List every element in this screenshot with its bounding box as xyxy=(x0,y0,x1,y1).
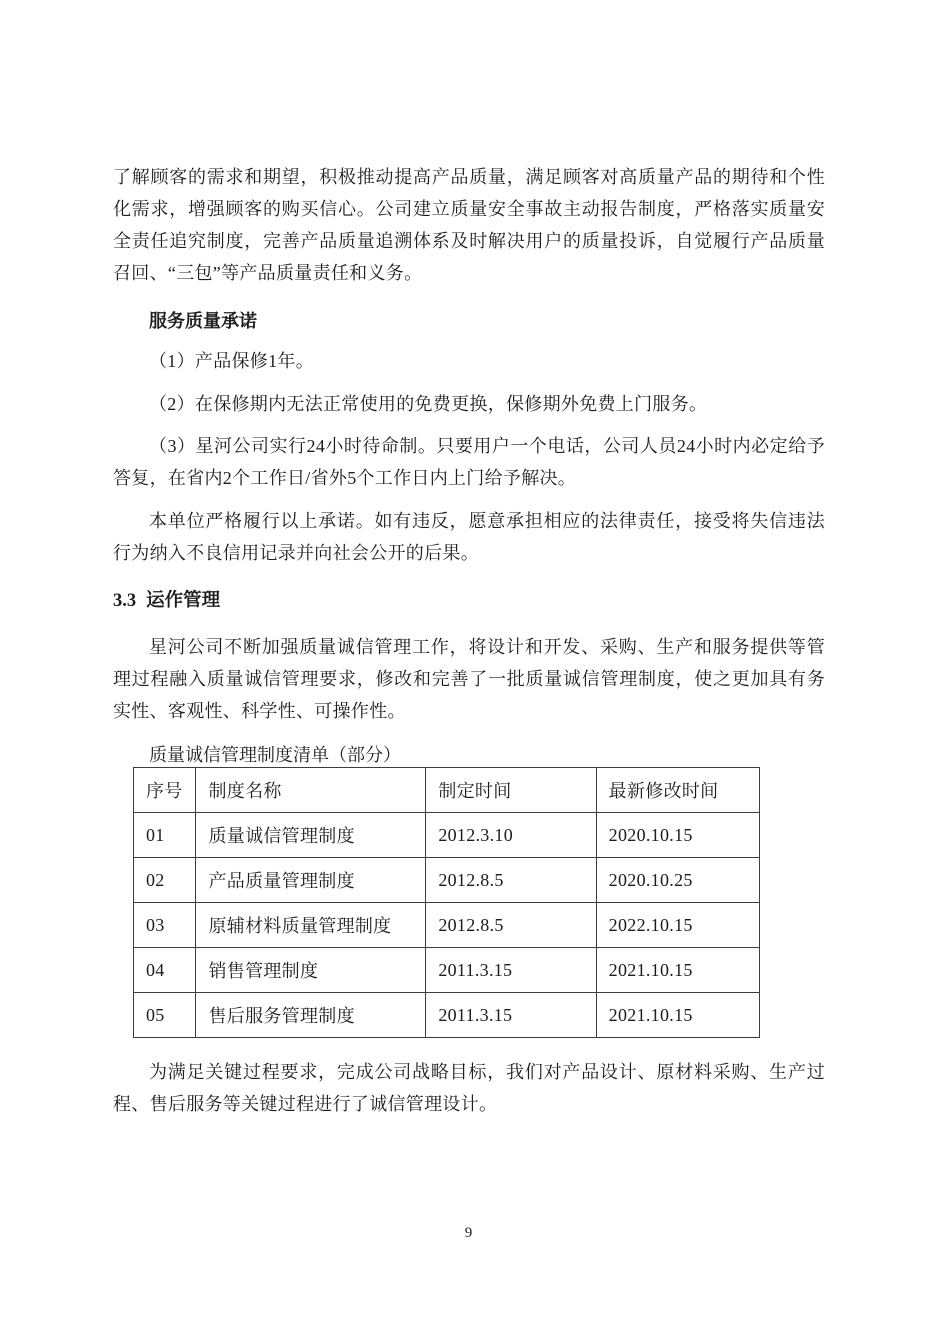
page-content xyxy=(113,161,825,1136)
header-modified-date: 最新修改时间 xyxy=(596,768,759,813)
service-item-2: （2）在保修期内无法正常使用的免费更换，保修期外免费上门服务。 xyxy=(149,394,708,414)
service-item-3: （3）星河公司实行24小时待命制。只要用户一个电话，公司人员24小时内必定给予答复，在省内2个工作日/省外5个工作日内上门给予解决。 xyxy=(113,436,825,488)
closing-paragraph: 为满足关键过程要求，完成公司战略目标，我们对产品设计、原材料采购、生产过程、售后服务等关键过程进行了诚信管理设计。 xyxy=(113,1062,825,1114)
cell-serial: 03 xyxy=(134,903,196,948)
cell-made-date: 2012.8.5 xyxy=(426,903,596,948)
header-made-date: 制定时间 xyxy=(426,768,596,813)
quality-rules-table xyxy=(133,767,760,1038)
cell-modified-date: 2022.10.15 xyxy=(596,903,759,948)
table-row xyxy=(134,993,760,1038)
service-item-1: （1）产品保修1年。 xyxy=(149,351,314,371)
table-row xyxy=(134,813,760,858)
cell-made-date: 2012.8.5 xyxy=(426,858,596,903)
cell-serial: 02 xyxy=(134,858,196,903)
intro-paragraph: 了解顾客的需求和期望，积极推动提高产品质量，满足顾客对高质量产品的期待和个性化需求，增强顾客的购买信心。公司建立质量安全事故主动报告制度，严格落实质量安全责任追究制度，完善产品质量追溯体系及时解决用户的质量投诉，自觉履行产品质量召回、“三包”等产品质量责任和义务。 xyxy=(113,167,825,283)
cell-rule-name: 原辅材料质量管理制度 xyxy=(196,903,426,948)
table-row xyxy=(134,858,760,903)
operation-paragraph: 星河公司不断加强质量诚信管理工作，将设计和开发、采购、生产和服务提供等管理过程融入质量诚信管理要求，修改和完善了一批质量诚信管理制度，使之更加具有务实性、客观性、科学性、可操作性。 xyxy=(113,637,825,721)
cell-serial: 04 xyxy=(134,948,196,993)
cell-modified-date: 2020.10.25 xyxy=(596,858,759,903)
cell-serial: 05 xyxy=(134,993,196,1038)
section-heading-3-3 xyxy=(113,585,825,617)
table-row xyxy=(134,948,760,993)
cell-modified-date: 2021.10.15 xyxy=(596,993,759,1038)
cell-rule-name: 产品质量管理制度 xyxy=(196,858,426,903)
table-header-row xyxy=(134,768,760,813)
commitment-paragraph: 本单位严格履行以上承诺。如有违反，愿意承担相应的法律责任，接受将失信违法行为纳入不良信用记录并向社会公开的后果。 xyxy=(113,511,825,563)
page-number: 9 xyxy=(464,1225,473,1241)
header-serial: 序号 xyxy=(134,768,196,813)
cell-made-date: 2011.3.15 xyxy=(426,948,596,993)
table-row xyxy=(134,903,760,948)
cell-modified-date: 2020.10.15 xyxy=(596,813,759,858)
table-caption: 质量诚信管理制度清单（部分） xyxy=(149,745,401,765)
cell-rule-name: 质量诚信管理制度 xyxy=(196,813,426,858)
service-quality-heading: 服务质量承诺 xyxy=(149,311,257,331)
section-title: 运作管理 xyxy=(146,591,221,611)
cell-made-date: 2012.3.10 xyxy=(426,813,596,858)
cell-rule-name: 售后服务管理制度 xyxy=(196,993,426,1038)
cell-serial: 01 xyxy=(134,813,196,858)
cell-rule-name: 销售管理制度 xyxy=(196,948,426,993)
header-rule-name: 制度名称 xyxy=(196,768,426,813)
section-number: 3.3 xyxy=(113,591,137,611)
cell-made-date: 2011.3.15 xyxy=(426,993,596,1038)
cell-modified-date: 2021.10.15 xyxy=(596,948,759,993)
